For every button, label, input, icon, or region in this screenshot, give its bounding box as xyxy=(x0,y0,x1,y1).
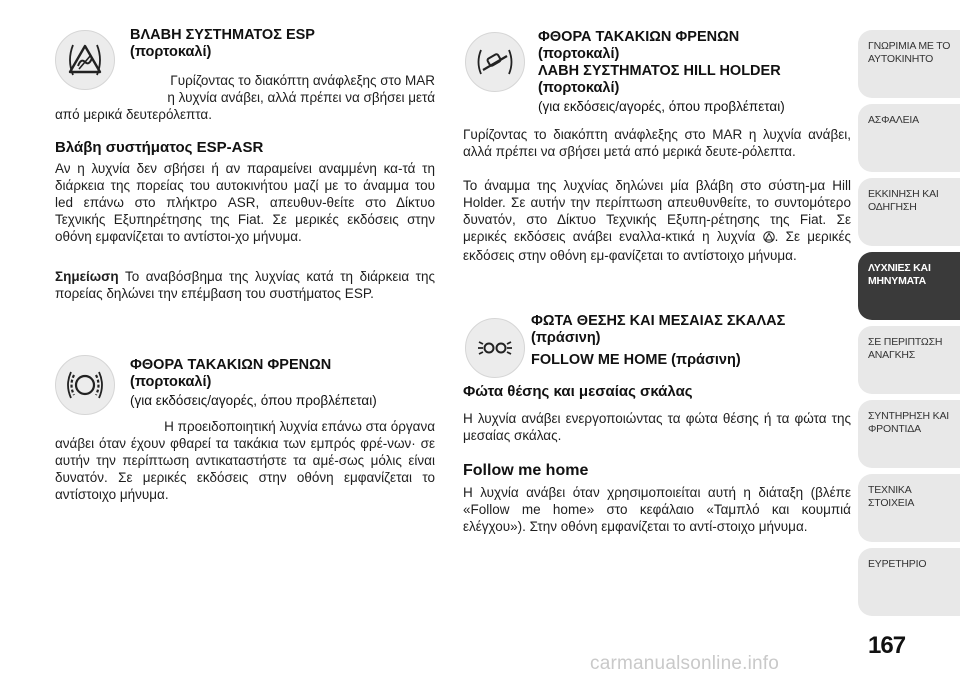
brake-pads-text-line1: Η προειδοποιητική λυχνία επάνω στα όργανα xyxy=(164,419,435,434)
hill-holder-lamp-title: ΦΘΟΡΑ ΤΑΚΑΚΙΩΝ ΦΡΕΝΩΝ (πορτοκαλί) ΛΑΒΗ ΣΥΣΤΗΜΑΤΟΣ HILL HOLDER (πορτοκαλί) (για εκδόσεις/αγορές, όπου προβλέπεται) xyxy=(538,29,785,114)
tab-index[interactable]: ΕΥΡΕΤΗΡΙΟ xyxy=(858,548,960,616)
position-lights-icon xyxy=(465,318,525,378)
follow-me-home-lamp-title: FOLLOW ME HOME (πράσινη) xyxy=(531,352,741,368)
tab-safety[interactable]: ΑΣΦΑΛΕΙΑ xyxy=(858,104,960,172)
brake-pads-lamp-title: ΦΘΟΡΑ ΤΑΚΑΚΙΩΝ ΦΡΕΝΩΝ (πορτοκαλί) (για εκδόσεις/αγορές, όπου προβλέπεται) xyxy=(130,357,377,408)
esp-lamp-text-line2: η λυχνία ανάβει, αλλά πρέπει να σβήσει μετά xyxy=(167,90,435,105)
lights-lamp-title: ΦΩΤΑ ΘΕΣΗΣ ΚΑΙ ΜΕΣΑΙΑΣ ΣΚΑΛΑΣ (πράσινη) FOLLOW ME HOME (πράσινη) xyxy=(531,313,786,368)
brake-pads-text-rest: ανάβει όταν έχουν φθαρεί τα τακάκια των εμπρός φρέ-νων· σε αυτήν την περίπτωση αντικαταστήστε τα αμέ-σως μόλις είναι δυνατόν. Σε μερικές εκδόσεις στην οθόνη εμφανίζεται το αντίστοιχο μήνυμα. xyxy=(55,436,435,502)
esp-asr-text: Αν η λυχνία δεν σβήσει ή αν παραμείνει αναμμένη κα-τά τη διάρκεια της πορείας του αυτοκινήτου μαζί με το άναμμα του led επάνω στο πλήκτρο ASR, απευθυν-θείτε στο Δίκτυο Τεχνικής Εξυπηρέτησης της Fiat. Σε μερικές εκδόσεις στην οθόνη εμφανίζεται το αντίστοι-χο μήνυμα. xyxy=(55,161,435,244)
esp-warning-icon xyxy=(55,30,115,90)
follow-me-home-text: Η λυχνία ανάβει όταν χρησιμοποιείται αυτή η διάταξη (βλέπε «Follow me home» στο κεφάλαιο «Ταμπλό και κουμπιά ελέγχου»). Στην οθόνη εμφανίζεται το αντί-στοιχο μήνυμα. xyxy=(463,485,851,534)
tab-warning-lights-messages[interactable]: ΛΥΧΝΙΕΣ ΚΑΙ ΜΗΝΥΜΑΤΑ xyxy=(858,252,960,320)
tab-emergency[interactable]: ΣΕ ΠΕΡΙΠΤΩΣΗ ΑΝΑΓΚΗΣ xyxy=(858,326,960,394)
tab-starting-driving[interactable]: ΕΚΚΙΝΗΣΗ ΚΑΙ ΟΔΗΓΗΣΗ xyxy=(858,178,960,246)
esp-asr-note xyxy=(55,268,435,302)
esp-asr-heading: Βλάβη συστήματος ESP-ASR xyxy=(55,139,264,156)
page-number: 167 xyxy=(868,632,906,659)
position-lights-text: Η λυχνία ανάβει ενεργοποιώντας τα φώτα θέσης ή τα φώτα της μεσαίας σκάλας. xyxy=(463,411,851,443)
tab-getting-to-know-car[interactable]: ΓΝΩΡΙΜΙΑ ΜΕ ΤΟ ΑΥΤΟΚΙΝΗΤΟ xyxy=(858,30,960,98)
watermark: carmanualsonline.info xyxy=(590,653,780,674)
tab-maintenance-care[interactable]: ΣΥΝΤΗΡΗΣΗ ΚΑΙ ΦΡΟΝΤΙΔΑ xyxy=(858,400,960,468)
position-lights-heading: Φώτα θέσης και μεσαίας σκάλας xyxy=(463,383,693,400)
chapter-index-sidebar xyxy=(858,30,960,622)
hill-holder-failure-icon xyxy=(465,32,525,92)
inline-esp-warning-icon xyxy=(763,230,775,247)
brake-pad-wear-icon xyxy=(55,355,115,415)
esp-lamp-text-line1: Γυρίζοντας το διακόπτη ανάφλεξης στο MAR xyxy=(170,73,435,88)
tab-technical-data[interactable]: ΤΕΧΝΙΚΑ ΣΤΟΙΧΕΙΑ xyxy=(858,474,960,542)
hill-holder-text-p1: Γυρίζοντας το διακόπτη ανάφλεξης στο MAR η λυχνία ανάβει, αλλά πρέπει να σβήσει μετά από μερικά δευτε-ρόλεπτα. xyxy=(463,127,851,159)
esp-lamp-text-rest: από μερικά δευτερόλεπτα. xyxy=(55,107,212,122)
note-label: Σημείωση xyxy=(55,269,119,284)
brake-pads-lamp-note: (για εκδόσεις/αγορές, όπου προβλέπεται) xyxy=(130,393,377,408)
hill-holder-lamp-note: (για εκδόσεις/αγορές, όπου προβλέπεται) xyxy=(538,99,785,114)
hill-holder-text-p2: Το άναμμα της λυχνίας δηλώνει μία βλάβη στο σύστη-μα Hill Holder. Σε αυτήν την περίπτωση απευθυνθείτε, το συντομότερο δυνατόν, στο Δίκτυο Τεχνικής Εξυπη-ρέτησης της Fiat. Σε μερικές εκδόσεις ανάβει εναλλα-κτικά η λυχνία . Σε μερικές εκδόσεις στην οθόνη εμ-φανίζεται το αντίστοιχο μήνυμα. xyxy=(463,178,851,263)
note-text: Το αναβόσβημα της λυχνίας κατά τη διάρκεια της πορείας δηλώνει την επέμβαση του συστήματος ESP. xyxy=(55,269,436,301)
follow-me-home-heading: Follow me home xyxy=(463,462,589,479)
esp-lamp-title: ΒΛΑΒΗ ΣΥΣΤΗΜΑΤΟΣ ESP (πορτοκαλί) xyxy=(130,27,315,60)
